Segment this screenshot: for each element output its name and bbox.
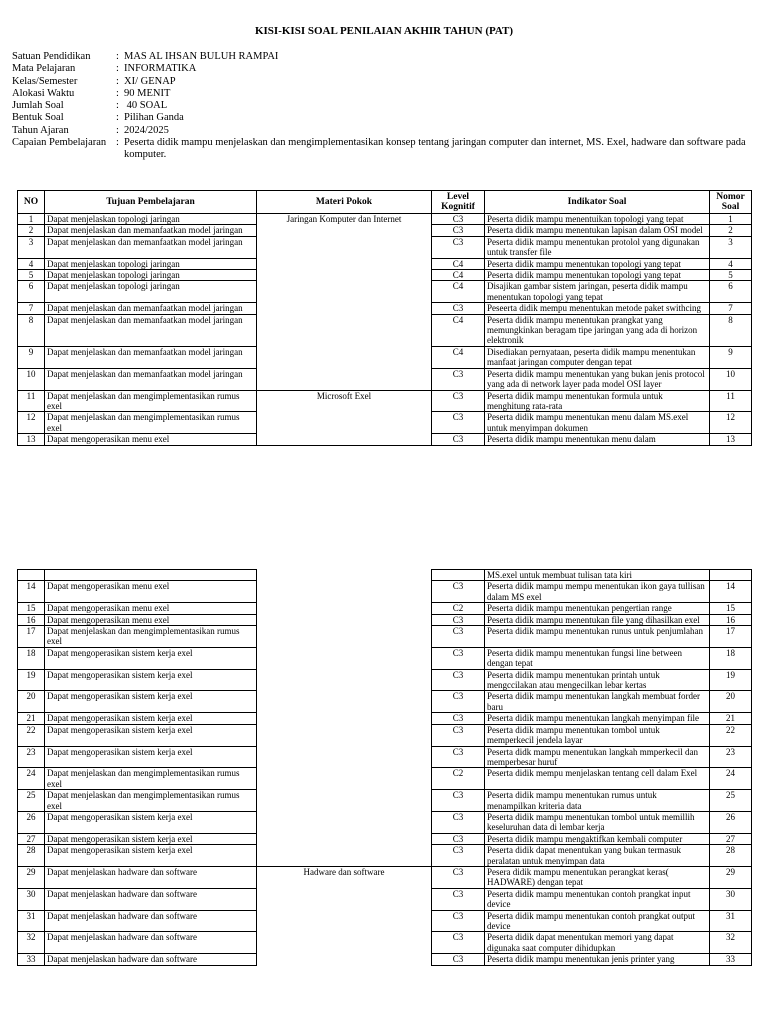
info-value: 40 SOAL <box>124 100 168 112</box>
cell-no: 33 <box>18 954 45 965</box>
cell-level: C2 <box>432 603 485 614</box>
cell-no: 31 <box>18 910 45 932</box>
cell-tujuan: Dapat mengoperasikan sistem kerja exel <box>45 833 257 844</box>
cell-indikator: Peserta didik mampu menentukan langkah menyimpan file <box>485 713 710 724</box>
cell-nomor: 2 <box>710 225 752 236</box>
info-label: Alokasi Waktu <box>12 87 75 99</box>
info-colon: : <box>116 112 119 124</box>
info-row <box>12 112 752 124</box>
info-label: Satuan Pendidikan <box>12 51 91 62</box>
info-label: Kelas/Semester <box>12 75 78 87</box>
cell-no: 12 <box>18 412 45 434</box>
cell-materi-empty <box>257 845 432 867</box>
cell-nomor: 18 <box>710 647 752 669</box>
cell-no: 26 <box>18 811 45 833</box>
cell-nomor: 32 <box>710 932 752 954</box>
cell-tujuan: Dapat menjelaskan dan memanfaatkan model jaringan <box>45 236 257 258</box>
cell-level: C3 <box>432 412 485 434</box>
cell-level: C3 <box>432 724 485 746</box>
cell-indikator: Peserta didik mampu menentukan protolol yang digunakan untuk transfer file <box>485 236 710 258</box>
info-colon: : <box>116 51 119 62</box>
cell-materi-empty <box>257 225 432 236</box>
cell-tujuan: Dapat menjelaskan hadware dan software <box>45 910 257 932</box>
cell-indikator: Peserta didik mampu menentukan topologi yang tepat <box>485 270 710 281</box>
cell-no: 32 <box>18 932 45 954</box>
cell-no: 21 <box>18 713 45 724</box>
cell-nomor: 21 <box>710 713 752 724</box>
cell-nomor: 12 <box>710 412 752 434</box>
cell-level: C4 <box>432 270 485 281</box>
cell-tujuan: Dapat menjelaskan hadware dan software <box>45 932 257 954</box>
info-label: Capaian Pembelajaran <box>12 137 107 149</box>
cell-materi: Microsoft Exel <box>257 390 432 412</box>
cell-level: C4 <box>432 346 485 368</box>
cell-level: C3 <box>432 581 485 603</box>
cell-no: 13 <box>18 434 45 445</box>
cell-indikator: Peseerta didik mempu menentukan metode paket swithcing <box>485 303 710 314</box>
cell-no: 18 <box>18 647 45 669</box>
cell-nomor: 4 <box>710 258 752 269</box>
table-row <box>18 570 752 581</box>
cell-nomor: 26 <box>710 811 752 833</box>
cell-indikator: Peserta didik mampu menentukan pengertian range <box>485 603 710 614</box>
cell-level: C4 <box>432 281 485 303</box>
cell-nomor: 25 <box>710 790 752 812</box>
cell-materi-empty <box>257 303 432 314</box>
cell-materi-empty <box>257 746 432 768</box>
info-colon: : <box>116 100 119 112</box>
table-row <box>18 270 752 281</box>
cell-level: C3 <box>432 614 485 625</box>
cell-tujuan: Dapat mengoperasikan sistem kerja exel <box>45 647 257 669</box>
cell-nomor: 33 <box>710 954 752 965</box>
cell-tujuan: Dapat menjelaskan hadware dan software <box>45 954 257 965</box>
cell-nomor: 24 <box>710 768 752 790</box>
cell-tujuan: Dapat mengoperasikan sistem kerja exel <box>45 669 257 691</box>
table-row <box>18 691 752 713</box>
cell-tujuan: Dapat mengoperasikan menu exel <box>45 614 257 625</box>
cell-level: C3 <box>432 910 485 932</box>
info-colon: : <box>116 75 119 87</box>
cell-level: C3 <box>432 932 485 954</box>
cell-indikator: Peserta didik mampu menentukan topologi yang tepat <box>485 258 710 269</box>
table-row <box>18 581 752 603</box>
info-row <box>12 88 752 100</box>
table-row <box>18 214 752 225</box>
info-label: Tahun Ajaran <box>12 124 69 136</box>
info-colon: : <box>116 124 119 136</box>
info-row <box>12 51 752 63</box>
cell-level: C3 <box>432 368 485 390</box>
cell-materi-empty <box>257 713 432 724</box>
cell-indikator: Peserta didik dapat menentukan memori yang dapat digunaka saat computer dihidupkan <box>485 932 710 954</box>
cell-nomor: 29 <box>710 866 752 888</box>
cell-no: 24 <box>18 768 45 790</box>
header-indikator: Indikator Soal <box>485 191 710 214</box>
cell-nomor: 23 <box>710 746 752 768</box>
cell-tujuan: Dapat mengoperasikan sistem kerja exel <box>45 811 257 833</box>
cell-indikator: Peserta didik mampu menentukan contoh prangkat output device <box>485 910 710 932</box>
cell-indikator: Peserta didik mempu menjelaskan tentang cell dalam Exel <box>485 768 710 790</box>
cell-materi-empty <box>257 614 432 625</box>
cell-no: 5 <box>18 270 45 281</box>
cell-indikator: Pesera didik mampu menentukan perangkat keras( HADWARE) dengan tepat <box>485 866 710 888</box>
cell-materi-empty <box>257 691 432 713</box>
cell-no: 17 <box>18 626 45 648</box>
identity-block <box>12 51 752 162</box>
table-row <box>18 845 752 867</box>
cell-nomor: 30 <box>710 888 752 910</box>
cell-level: C3 <box>432 833 485 844</box>
header-no: NO <box>18 191 45 214</box>
cell-level: C3 <box>432 303 485 314</box>
cell-level: C3 <box>432 236 485 258</box>
cell-tujuan: Dapat menjelaskan dan mengimplementasikan rumus exel <box>45 790 257 812</box>
cell-nomor: 19 <box>710 669 752 691</box>
grid-table-part-one <box>17 190 752 446</box>
cell-indikator: Peserta didk mampu menentukan langkah mmperkecil dan memperbesar huruf <box>485 746 710 768</box>
cell-empty <box>257 570 432 581</box>
cell-tujuan: Dapat mengoperasikan menu exel <box>45 603 257 614</box>
table-row <box>18 768 752 790</box>
header-nomor: Nomor Soal <box>710 191 752 214</box>
cell-indikator: Peserta didik mampu menentuikan topologi yang tepat <box>485 214 710 225</box>
cell-materi-empty <box>257 626 432 648</box>
cell-indikator: Peserta didik mampu menentukan prangkat yang memungkinkan beragam tipe jaringan yang ada di horizon elektronik <box>485 314 710 346</box>
cell-no: 20 <box>18 691 45 713</box>
cell-materi-empty <box>257 258 432 269</box>
cell-level: C3 <box>432 669 485 691</box>
cell-nomor: 20 <box>710 691 752 713</box>
cell-no: 29 <box>18 866 45 888</box>
cell-materi-empty <box>257 790 432 812</box>
cell-tujuan: Dapat mengoperasikan sistem kerja exel <box>45 713 257 724</box>
document-title: KISI-KISI SOAL PENILAIAN AKHIR TAHUN (PAT) <box>254 25 514 37</box>
cell-nomor: 9 <box>710 346 752 368</box>
cell-materi-empty <box>257 888 432 910</box>
header-materi: Materi Pokok <box>257 191 432 214</box>
cell-indikator: Peserta didik mampu menentukan rumus untuk menampilkan kriteria data <box>485 790 710 812</box>
cell-no: 7 <box>18 303 45 314</box>
cell-level: C3 <box>432 888 485 910</box>
cell-nomor: 31 <box>710 910 752 932</box>
table-row <box>18 932 752 954</box>
info-colon: : <box>116 63 119 75</box>
cell-tujuan: Dapat menjelaskan topologi jaringan <box>45 270 257 281</box>
info-row <box>12 125 752 137</box>
cell-tujuan: Dapat mengoperasikan sistem kerja exel <box>45 691 257 713</box>
cell-nomor: 28 <box>710 845 752 867</box>
table-row <box>18 713 752 724</box>
cell-indikator: Peserta didik mampu menentukan yang bukan jenis protocol yang ada di network layer pada model OSI layer <box>485 368 710 390</box>
cell-tujuan: Dapat menjelaskan dan mengimplementasikan rumus exel <box>45 390 257 412</box>
cell-tujuan: Dapat mengoperasikan sistem kerja exel <box>45 724 257 746</box>
cell-no: 23 <box>18 746 45 768</box>
info-label: Bentuk Soal <box>12 112 64 124</box>
cell-indikator: Peserta didik mampu menentukan file yang dihasilkan exel <box>485 614 710 625</box>
cell-indikator: Disediakan pernyataan, peserta didik mampu menentukan manfaat jaringan computer dengan tepat <box>485 346 710 368</box>
cell-nomor: 15 <box>710 603 752 614</box>
cell-indikator: Peserta didik dapat menentukan yang bukan termasuk peralatan untuk menyimpan data <box>485 845 710 867</box>
cell-tujuan: Dapat menjelaskan dan mengimplementasikan rumus exel <box>45 626 257 648</box>
table-row <box>18 303 752 314</box>
cell-no: 2 <box>18 225 45 236</box>
grid-table-part-two <box>17 569 752 966</box>
cell-nomor: 5 <box>710 270 752 281</box>
cell-tujuan: Dapat menjelaskan dan memanfaatkan model jaringan <box>45 225 257 236</box>
cell-materi: Hadware dan software <box>257 866 432 888</box>
cell-nomor: 10 <box>710 368 752 390</box>
cell-level: C3 <box>432 811 485 833</box>
cell-no: 14 <box>18 581 45 603</box>
table-row <box>18 225 752 236</box>
table-row <box>18 603 752 614</box>
cell-materi-empty <box>257 281 432 303</box>
table-row <box>18 833 752 844</box>
cell-level: C3 <box>432 746 485 768</box>
table-row <box>18 647 752 669</box>
cell-level: C3 <box>432 845 485 867</box>
cell-empty <box>432 570 485 581</box>
cell-no: 19 <box>18 669 45 691</box>
cell-indikator: Peserta didik mampu mempu menentukan ikon gaya tullisan dalam MS exel <box>485 581 710 603</box>
cell-level: C3 <box>432 954 485 965</box>
cell-indikator: Peserta didik mampu menentukan printah untuk mengccilakan atau mengecilkan lebar kertas <box>485 669 710 691</box>
header-tujuan: Tujuan Pembelajaran <box>45 191 257 214</box>
info-label: Mata Pelajaran <box>12 63 76 75</box>
table-row <box>18 281 752 303</box>
cell-tujuan: Dapat menjelaskan dan memanfaatkan model jaringan <box>45 346 257 368</box>
cell-tujuan: Dapat menjelaskan dan memanfaatkan model jaringan <box>45 368 257 390</box>
cell-materi-empty <box>257 270 432 281</box>
cell-level: C3 <box>432 647 485 669</box>
table-row <box>18 314 752 346</box>
table-row <box>18 368 752 390</box>
table-row <box>18 746 752 768</box>
cell-empty <box>710 570 752 581</box>
cell-indikator: Peserta didik mampu menentukan fungsi line between dengan tepat <box>485 647 710 669</box>
cell-no: 16 <box>18 614 45 625</box>
cell-no: 30 <box>18 888 45 910</box>
cell-empty <box>45 570 257 581</box>
cell-tujuan: Dapat mengoperasikan menu exel <box>45 581 257 603</box>
cell-nomor: 1 <box>710 214 752 225</box>
info-row <box>12 76 752 88</box>
cell-nomor: 14 <box>710 581 752 603</box>
cell-nomor: 16 <box>710 614 752 625</box>
cell-level: C3 <box>432 713 485 724</box>
table-row <box>18 390 752 412</box>
cell-nomor: 11 <box>710 390 752 412</box>
cell-indikator: Peserta didik mampu menentukan menu dalam MS.exel untuk menyimpan dokumen <box>485 412 710 434</box>
cell-level: C3 <box>432 434 485 445</box>
cell-materi-empty <box>257 346 432 368</box>
info-label: Jumlah Soal <box>12 100 64 112</box>
table-row <box>18 614 752 625</box>
cell-materi-empty <box>257 669 432 691</box>
page-gap <box>0 520 768 568</box>
table-row <box>18 434 752 445</box>
cell-indikator: Peserta didik mampu menentukan lapisan dalam OSI model <box>485 225 710 236</box>
cell-level: C3 <box>432 626 485 648</box>
table-row <box>18 790 752 812</box>
cell-tujuan: Dapat menjelaskan dan mengimplementasikan rumus exel <box>45 412 257 434</box>
table-row <box>18 236 752 258</box>
cell-materi-empty <box>257 833 432 844</box>
cell-tujuan: Dapat menjelaskan dan memanfaatkan model jaringan <box>45 314 257 346</box>
cell-no: 27 <box>18 833 45 844</box>
header-level: Level Kognitif <box>432 191 485 214</box>
table-row <box>18 910 752 932</box>
cell-level: C3 <box>432 691 485 713</box>
cell-level: C4 <box>432 258 485 269</box>
table-row <box>18 954 752 965</box>
cell-tujuan: Dapat mengoperasikan menu exel <box>45 434 257 445</box>
cell-nomor: 22 <box>710 724 752 746</box>
info-value: INFORMATIKA <box>124 63 197 75</box>
cell-level: C3 <box>432 225 485 236</box>
cell-no: 6 <box>18 281 45 303</box>
cell-level: C4 <box>432 314 485 346</box>
cell-indikator: Peserta didik mampu menentukan contoh prangkat input device <box>485 888 710 910</box>
info-value: Pilihan Ganda <box>124 112 184 124</box>
cell-nomor: 17 <box>710 626 752 648</box>
table-row <box>18 346 752 368</box>
cell-materi-empty <box>257 910 432 932</box>
cell-materi-empty <box>257 647 432 669</box>
table-row <box>18 412 752 434</box>
cell-nomor: 6 <box>710 281 752 303</box>
info-row <box>12 100 752 112</box>
cell-tujuan: Dapat menjelaskan dan memanfaatkan model jaringan <box>45 303 257 314</box>
cell-no: 10 <box>18 368 45 390</box>
cell-level: C3 <box>432 390 485 412</box>
cell-no: 11 <box>18 390 45 412</box>
cell-tujuan: Dapat menjelaskan dan mengimplementasikan rumus exel <box>45 768 257 790</box>
cell-level: C3 <box>432 866 485 888</box>
cell-no: 28 <box>18 845 45 867</box>
info-colon: : <box>116 87 119 99</box>
cell-materi-empty <box>257 236 432 258</box>
cell-materi-empty <box>257 724 432 746</box>
cell-tujuan: Dapat menjelaskan topologi jaringan <box>45 281 257 303</box>
cell-tujuan: Dapat menjelaskan topologi jaringan <box>45 214 257 225</box>
cell-materi-empty <box>257 314 432 346</box>
cell-level: C2 <box>432 768 485 790</box>
cell-tujuan: Dapat mengoperasikan sistem kerja exel <box>45 845 257 867</box>
table-row <box>18 724 752 746</box>
cell-indikator: Peserta didik mampu mengaktifkan kembali computer <box>485 833 710 844</box>
table-row <box>18 258 752 269</box>
cell-indikator: Disajikan gambar sistem jaringan, peserta didik mampu menentukan topologi yang tepat <box>485 281 710 303</box>
cell-materi: Jaringan Komputer dan Internet <box>257 214 432 225</box>
cell-indikator: Peserta didik mampu menentukan tombol untuk memperkecil jendela layar <box>485 724 710 746</box>
cell-indikator: Peserta didik mampu menentukan jenis printer yang <box>485 954 710 965</box>
info-value: XI/ GENAP <box>124 75 176 87</box>
cell-no: 15 <box>18 603 45 614</box>
cell-nomor: 3 <box>710 236 752 258</box>
cell-nomor: 8 <box>710 314 752 346</box>
cell-materi-empty <box>257 932 432 954</box>
cell-no: 4 <box>18 258 45 269</box>
table-row <box>18 866 752 888</box>
cell-level: C3 <box>432 214 485 225</box>
info-row <box>12 137 752 162</box>
cell-empty <box>18 570 45 581</box>
info-row <box>12 63 752 75</box>
cell-tujuan: Dapat menjelaskan hadware dan software <box>45 888 257 910</box>
cell-materi-empty <box>257 603 432 614</box>
cell-nomor: 13 <box>710 434 752 445</box>
cell-materi-empty <box>257 368 432 390</box>
cell-materi-empty <box>257 954 432 965</box>
info-value: 2024/2025 <box>124 124 169 136</box>
cell-level: C3 <box>432 790 485 812</box>
info-colon: : <box>116 137 119 149</box>
cell-materi-empty <box>257 412 432 434</box>
table-row <box>18 811 752 833</box>
cell-indikator: MS.exel untuk membuat tulisan tata kiri <box>485 570 710 581</box>
cell-materi-empty <box>257 811 432 833</box>
table-body-one <box>18 214 752 446</box>
cell-indikator: Peserta didik mampu menentukan formula untuk menghitung rata-rata <box>485 390 710 412</box>
cell-no: 22 <box>18 724 45 746</box>
cell-no: 8 <box>18 314 45 346</box>
cell-no: 25 <box>18 790 45 812</box>
cell-no: 1 <box>18 214 45 225</box>
cell-no: 9 <box>18 346 45 368</box>
cell-indikator: Peserta didik mampu menentukan runus untuk penjumlahan <box>485 626 710 648</box>
table-row <box>18 669 752 691</box>
cell-indikator: Peserta didik mampu menentukan menu dalam <box>485 434 710 445</box>
cell-materi-empty <box>257 581 432 603</box>
cell-materi-empty <box>257 768 432 790</box>
table-row <box>18 888 752 910</box>
cell-indikator: Peserta didik mampu menentukan langkah membuat forder baru <box>485 691 710 713</box>
cell-materi-empty <box>257 434 432 445</box>
cell-nomor: 27 <box>710 833 752 844</box>
table-row <box>18 626 752 648</box>
cell-nomor: 7 <box>710 303 752 314</box>
cell-tujuan: Dapat menjelaskan topologi jaringan <box>45 258 257 269</box>
cell-no: 3 <box>18 236 45 258</box>
cell-tujuan: Dapat mengoperasikan sistem kerja exel <box>45 746 257 768</box>
cell-indikator: Peserta didik mampu menentukan tombol untuk memillih keseluruhan data di lembar kerja <box>485 811 710 833</box>
info-value: 90 MENIT <box>124 87 171 99</box>
cell-tujuan: Dapat menjelaskan hadware dan software <box>45 866 257 888</box>
info-value: MAS AL IHSAN BULUH RAMPAI <box>124 51 279 62</box>
table-body-two <box>18 570 752 966</box>
info-value: Peserta didik mampu menjelaskan dan mengimplementasikan konsep tentang jaringan computer dan internet, MS. Exel, hadware dan software pada komputer. <box>124 137 746 161</box>
